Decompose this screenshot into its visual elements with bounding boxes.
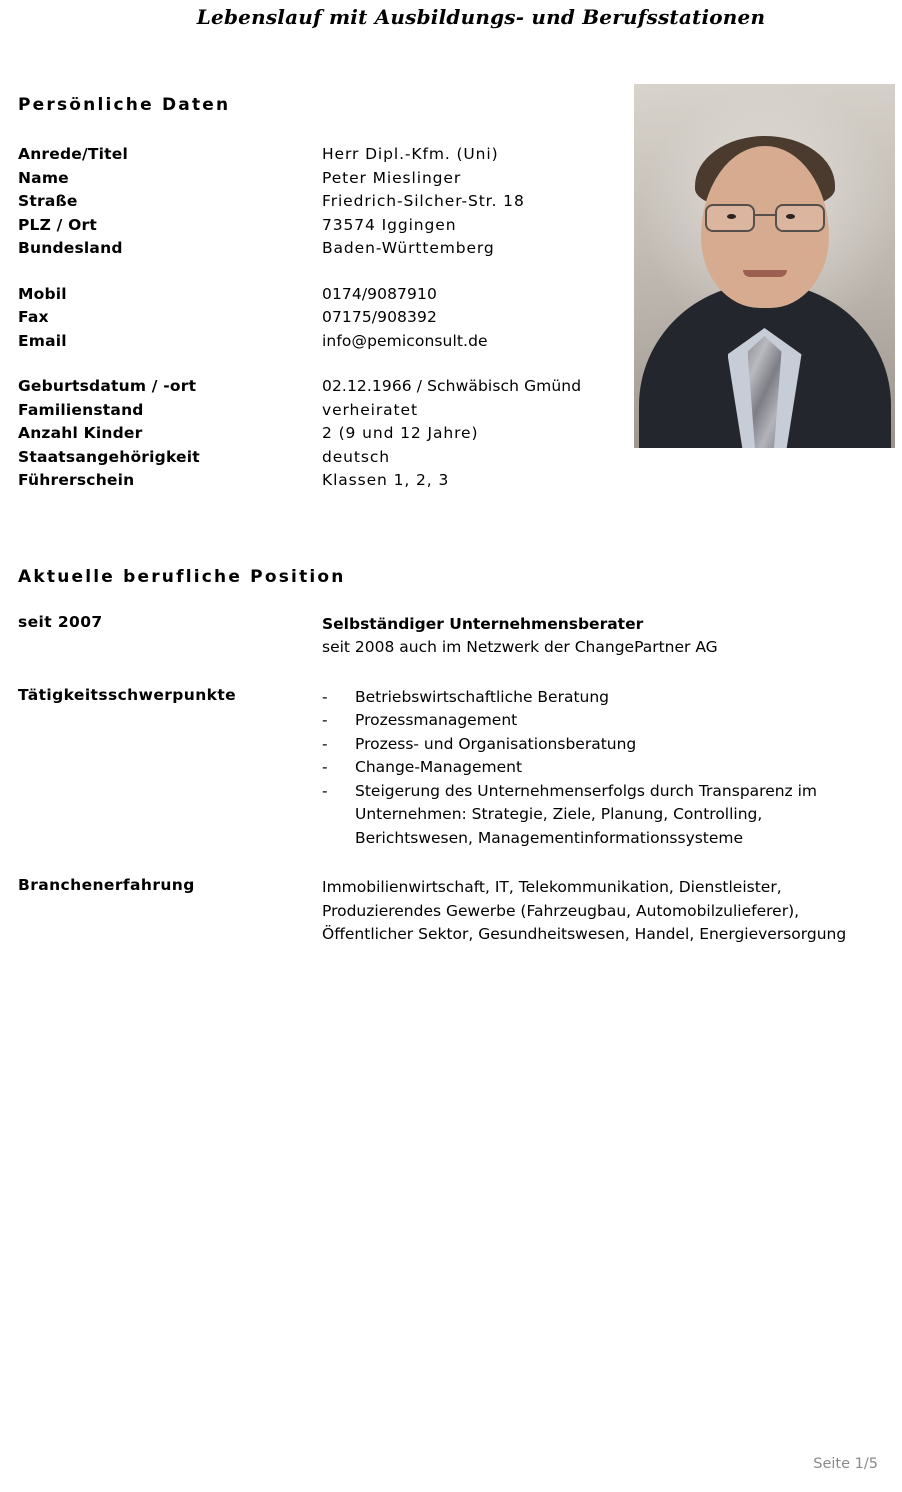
list-item [322, 709, 884, 733]
field-value: Peter Mieslinger [322, 168, 462, 187]
field-label: Email [18, 331, 67, 350]
field-value: verheiratet [322, 400, 418, 419]
position-since-label: seit 2007 [18, 612, 103, 631]
list-item-label: Betriebswirtschaftliche Beratung [355, 687, 610, 706]
field-label: Straße [18, 192, 78, 210]
focus-areas-block [18, 686, 884, 851]
bullet-dash-icon: - [322, 734, 328, 753]
field-value: 02.12.1966 / Schwäbisch Gmünd [322, 377, 582, 395]
industry-experience-text: Immobilienwirtschaft, IT, Telekommunikation, Dienstleister, Produzierendes Gewerbe (Fahrzeugbau, Automobilzulieferer), Öffentlicher Sektor, Gesundheitswesen, Handel, Energieversorgung [322, 878, 847, 943]
photo-right-eye [786, 214, 795, 219]
field-value: Friedrich-Silcher-Str. 18 [322, 192, 525, 210]
section-heading-personal-data: Persönliche Daten [18, 95, 231, 115]
field-value-email: info@pemiconsult.de [322, 331, 488, 350]
list-item [322, 756, 884, 780]
focus-areas-label: Tätigkeitsschwerpunkte [18, 685, 237, 704]
field-value: Herr Dipl.-Kfm. (Uni) [322, 145, 499, 163]
field-label: Familienstand [18, 400, 144, 419]
document-title: Lebenslauf mit Ausbildungs- und Berufsstationen [196, 5, 766, 29]
portrait-photo [634, 84, 895, 448]
focus-areas-body [322, 686, 884, 851]
field-label: Fax [18, 308, 49, 326]
field-label: Staatsangehörigkeit [18, 447, 200, 466]
page-footer: Seite 1/5 [813, 1456, 878, 1472]
industry-experience-label: Branchenerfahrung [18, 876, 195, 894]
list-item [322, 780, 884, 851]
field-label: Bundesland [18, 239, 123, 257]
position-body [322, 613, 718, 660]
field-value: deutsch [322, 447, 390, 466]
field-label: PLZ / Ort [18, 215, 97, 234]
field-label: Name [18, 168, 69, 187]
current-position-block [18, 613, 884, 660]
focus-areas-list [322, 686, 884, 851]
field-label: Mobil [18, 284, 67, 303]
field-label: Anzahl Kinder [18, 424, 143, 442]
photo-mouth [743, 270, 787, 277]
position-role-title: Selbständiger Unternehmensberater [322, 614, 644, 633]
industry-experience-block [18, 876, 884, 947]
field-label: Geburtsdatum / -ort [18, 377, 197, 395]
list-item-label: Change-Management [355, 758, 523, 776]
field-value: Baden-Württemberg [322, 239, 495, 257]
table-row [18, 469, 884, 493]
bullet-dash-icon: - [322, 687, 328, 706]
field-value: 73574 Iggingen [322, 215, 457, 234]
photo-glasses-bridge [753, 214, 777, 216]
list-item-label: Prozess- und Organisationsberatung [355, 734, 637, 753]
field-value: 0174/9087910 [322, 284, 437, 303]
list-item-label: Prozessmanagement [355, 711, 518, 729]
list-item [322, 686, 884, 710]
position-role-subtitle: seit 2008 auch im Netzwerk der ChangePartner AG [322, 638, 718, 656]
list-item [322, 733, 884, 757]
section-heading-current-position: Aktuelle berufliche Position [18, 566, 346, 587]
field-value: 07175/908392 [322, 308, 437, 326]
bullet-dash-icon: - [322, 758, 328, 776]
list-item-label: Steigerung des Unternehmenserfolgs durch Transparenz im Unternehmen: Strategie, Ziele, Planung, Controlling, Berichtswesen, Managementinformationssysteme [355, 781, 818, 847]
photo-glasses-right-lens [775, 204, 825, 232]
bullet-dash-icon: - [322, 711, 328, 729]
bullet-dash-icon: - [322, 781, 328, 800]
photo-left-eye [727, 214, 736, 219]
field-label: Anrede/Titel [18, 145, 128, 163]
table-row [18, 446, 884, 470]
field-value: Klassen 1, 2, 3 [322, 471, 450, 489]
photo-glasses [703, 204, 827, 230]
field-label: Führerschein [18, 471, 135, 489]
field-value: 2 (9 und 12 Jahre) [322, 424, 479, 442]
